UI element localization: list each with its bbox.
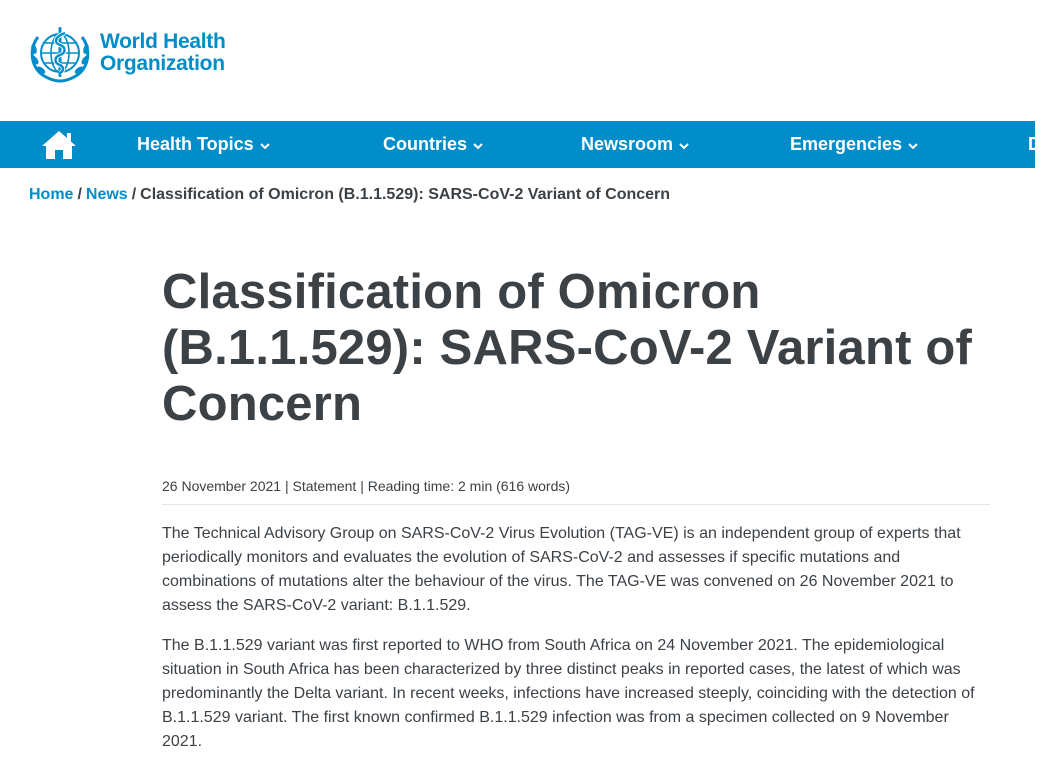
nav-item-emergencies[interactable] xyxy=(790,121,919,168)
chevron-down-icon xyxy=(472,140,484,152)
breadcrumb xyxy=(29,186,670,204)
who-emblem-icon xyxy=(28,23,92,83)
nav-item-countries[interactable] xyxy=(383,121,484,168)
logo-line-1: World Health xyxy=(100,30,226,53)
breadcrumb-current: Classification of Omicron (B.1.1.529): SARS-CoV-2 Variant of Concern xyxy=(140,186,671,203)
page-title: Classification of Omicron (B.1.1.529): SARS-CoV-2 Variant of Concern xyxy=(162,265,973,431)
site-header xyxy=(0,0,1035,121)
nav-item-label: Emergencies xyxy=(790,134,903,154)
breadcrumb-home-link[interactable]: Home xyxy=(29,186,74,203)
main-navigation xyxy=(0,121,1041,168)
nav-item-label: Newsroom xyxy=(581,134,674,154)
divider xyxy=(162,504,990,505)
nav-item-health-topics[interactable] xyxy=(137,121,271,168)
article-meta: 26 November 2021 | Statement | Reading time: 2 min (616 words) xyxy=(162,478,571,494)
logo-text xyxy=(100,31,226,75)
nav-item-truncated[interactable] xyxy=(1028,121,1041,168)
breadcrumb-news-link[interactable]: News xyxy=(85,186,128,203)
nav-item-label: Countries xyxy=(383,134,468,154)
breadcrumb-separator: / xyxy=(77,186,82,203)
chevron-down-icon xyxy=(678,140,690,152)
nav-item-newsroom[interactable] xyxy=(581,121,690,168)
nav-item-label: Health Topics xyxy=(137,134,254,154)
article-paragraph: The B.1.1.529 variant was first reported to WHO from South Africa on 24 November 2021. The epidemiological situation in South Africa has been characterized by three distinct peaks in reported cases, the latest of which was predominantly the Delta variant. In recent weeks, infections have increased steeply, coinciding with the detection of B.1.1.529 variant. The first known confirmed B.1.1.529 infection was from a specimen collected on 9 November 2021. xyxy=(162,637,975,750)
article-paragraph: The Technical Advisory Group on SARS-CoV-2 Virus Evolution (TAG-VE) is an independent group of experts that periodically monitors and evaluates the evolution of SARS-CoV-2 and assesses if specific mutations and combinations of mutations alter the behaviour of the virus. The TAG-VE was convened on 26 November 2021 to assess the SARS-CoV-2 variant: B.1.1.529. xyxy=(162,525,961,614)
who-logo-link[interactable] xyxy=(28,23,226,83)
article-body xyxy=(162,522,992,770)
logo-line-2: Organization xyxy=(100,52,225,75)
nav-item-label: D xyxy=(1028,134,1041,154)
chevron-down-icon xyxy=(907,140,919,152)
chevron-down-icon xyxy=(259,140,271,152)
breadcrumb-separator: / xyxy=(131,186,137,203)
home-icon[interactable] xyxy=(40,129,78,161)
